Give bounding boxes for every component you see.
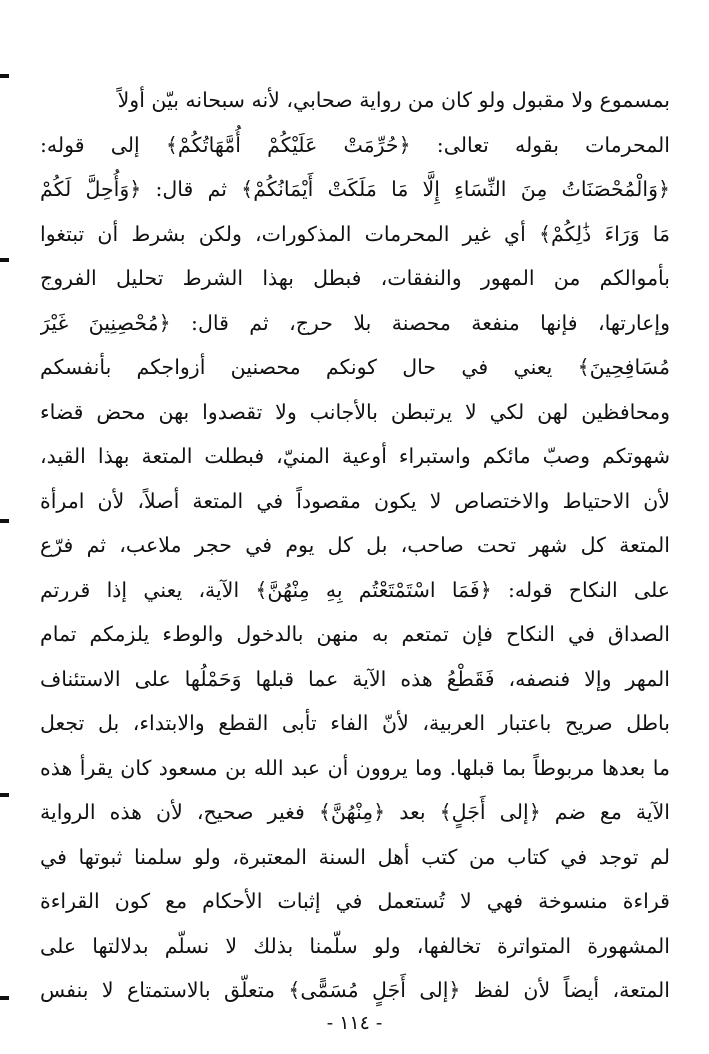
text-line: ومحافظين لهن لكي لا يرتبطن بالأجانب ولا تقصدوا بهن محض قضاء	[40, 399, 670, 424]
text-line: مُسَافِحِينَ﴾ يعني في حال كونكم محصنين أزواجكم بأنفسكم	[40, 355, 670, 379]
text-line: المهر وإلا فنصفه، فَقَطْعُ هذه الآية عما قبلها وَحَمْلُها على الاستئناف	[40, 666, 670, 691]
body-text	[40, 78, 670, 1013]
page-number: - ١١٤ -	[326, 1012, 383, 1034]
text-line: مَا وَرَاءَ ذَٰلِكُمْ﴾ أي غير المحرمات المذكورات، ولكن بشرط أن تبتغوا	[40, 221, 670, 246]
text-line: باطل صريح باعتبار العربية، لأنّ الفاء تأبى القطع والابتداء، بل تجعل	[40, 711, 670, 735]
text-line: الصداق في النكاح فإن تمتعم به منهن بالدخول والوطء يلزمكم تمام	[40, 622, 670, 646]
text-line: لأن الاحتياط والاختصاص لا يكون مقصوداً في المتعة أصلاً، لأن امرأة	[40, 488, 670, 513]
text-line: على النكاح قوله: ﴿فَمَا اسْتَمْتَعْتُم بِهِ مِنْهُنَّ﴾ الآية، يعني إذا قررتم	[40, 577, 670, 602]
text-line: الآية مع ضم ﴿إلى أَجَلٍ﴾ بعد ﴿مِنْهُنَّ﴾ فغير صحيح، لأن هذه الرواية	[40, 800, 670, 824]
text-line: شهوتكم وصبّ مائكم واستبراء أوعية المنيّ، فبطلت المتعة بهذا القيد،	[40, 444, 670, 468]
text-line: قراءة منسوخة فهي لا تُستعمل في إثبات الأحكام مع كون القراءة	[40, 889, 670, 913]
scan-edge-mark	[0, 519, 9, 523]
text-line: لم توجد في كتاب من كتب أهل السنة المعتبرة، ولو سلمنا ثبوتها في	[40, 844, 670, 869]
text-line: المشهورة المتواترة تخالفها، ولو سلّمنا بذلك لا نسلّم بدلالتها على	[40, 933, 670, 958]
text-line: بمسموع ولا مقبول ولو كان من رواية صحابي، لأنه سبحانه بيّن أولاً	[117, 88, 670, 112]
text-line: وإعارتها، فإنها منفعة محصنة بلا حرج، ثم قال: ﴿مُحْصِنِينَ غَيْرَ	[40, 310, 670, 335]
scan-edge-mark	[0, 996, 9, 1000]
text-line: المتعة كل شهر تحت صاحب، بل كل يوم في حجر ملاعب، ثم فرّع	[40, 533, 670, 557]
text-line: ﴿وَالْمُحْصَنَاتُ مِنَ النِّسَاءِ إِلَّا مَا مَلَكَتْ أَيْمَانُكُمْ﴾ ثم قال: ﴿وَأُحِلَّ لَكُمْ	[40, 177, 670, 201]
text-line: ما بعدها مربوطاً بما قبلها. وما يروون أن عبد الله بن مسعود كان يقرأ هذه	[40, 755, 670, 780]
scan-edge-mark	[0, 793, 9, 797]
text-line: المتعة، أيضاً لأن لفظ ﴿إلى أَجَلٍ مُسَمًّى﴾ متعلّق بالاستمتاع لا بنفس	[40, 978, 670, 1002]
text-line: المحرمات بقوله تعالى: ﴿حُرِّمَتْ عَلَيْكُمْ أُمَّهَاتُكُمْ﴾ إلى قوله:	[40, 132, 670, 157]
scan-edge-mark	[0, 74, 9, 78]
text-line: بأموالكم من المهور والنفقات، فبطل بهذا الشرط تحليل الفروج	[40, 266, 670, 290]
scan-edge-mark	[0, 258, 9, 262]
